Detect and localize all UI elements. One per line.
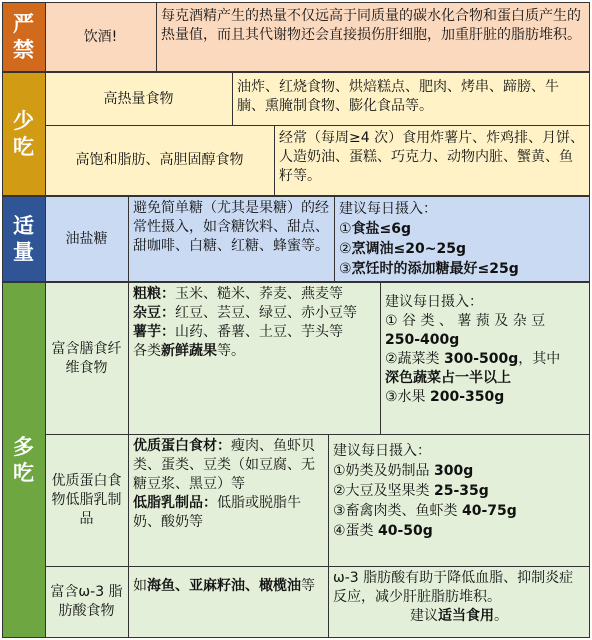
advice-sugar: ③烹饪时的添加糖最好≤25g xyxy=(339,261,519,277)
advice-salt: ①食盐≤6g xyxy=(339,221,412,237)
moderate-description: 避免简单糖（尤其是果糖）的经常性摄入，如含糖饮料、甜点、甜咖啡、白糖、红糖、蜂蜜等。 xyxy=(129,197,335,281)
more-omega3-foods: 如海鱼、亚麻籽油、橄榄油等 xyxy=(129,567,329,637)
more-fiber-advice: 建议每日摄入： ① 谷 类 、 薯 蓣 及 杂 豆 250-400g ②蔬菜类 300-500g，其中 深色蔬菜占一半以上 ③水果 200-350g xyxy=(381,283,589,435)
section-header-moderate: 适量 xyxy=(3,197,46,281)
section-header-less: 少吃 xyxy=(3,73,46,195)
more-protein-foods: 优质蛋白食材：瘦肉、鱼虾贝类、蛋类、豆类（如豆腐、无糖豆浆、黑豆）等 低脂乳制品：低脂或脱脂牛奶、酸奶等 xyxy=(129,435,329,567)
less-item-high-calorie: 高热量食物 xyxy=(45,73,233,126)
section-header-forbid: 严禁 xyxy=(3,3,46,71)
section-forbid xyxy=(2,2,590,72)
section-moderate xyxy=(2,196,590,282)
forbid-item: 饮酒! xyxy=(45,3,157,71)
section-more xyxy=(2,282,590,638)
more-omega3-advice: ω-3 脂肪酸有助于降低血脂、抑制炎症反应，减少肝脏脂肪堆积。 建议适当食用。 xyxy=(333,570,574,624)
section-header-more: 多吃 xyxy=(3,283,46,637)
less-desc-saturated-fat: 经常（每周≥4 次）食用炸薯片、炸鸡排、月饼、人造奶油、蛋糕、巧克力、动物内脏、蟹黄、鱼籽等。 xyxy=(279,130,585,184)
less-item-saturated-fat: 高饱和脂肪、高胆固醇食物 xyxy=(45,126,275,195)
advice-oil: ②烹调油≤20~25g xyxy=(339,241,467,257)
more-protein-advice: 建议每日摄入： ①奶类及奶制品 300g ②大豆及坚果类 25-35g ③畜禽肉类、鱼虾类 40-75g ④蛋类 40-50g xyxy=(329,435,589,567)
section-less xyxy=(2,72,590,196)
moderate-advice: 建议每日摄入： ①食盐≤6g ②烹调油≤20~25g ③烹饪时的添加糖最好≤25g xyxy=(335,197,589,281)
more-item-protein: 优质蛋白食物低脂乳制品 xyxy=(45,435,129,567)
more-item-omega3: 富含ω-3 脂肪酸食物 xyxy=(45,567,129,637)
more-fiber-foods: 粗粮：玉米、糙米、荞麦、燕麦等 杂豆：红豆、芸豆、绿豆、赤小豆等 薯芋：山药、番薯、土豆、芋头等 各类新鲜蔬果等。 xyxy=(129,283,381,435)
forbid-description: 每克酒精产生的热量不仅远高于同质量的碳水化合物和蛋白质产生的热量值，而且其代谢物还会直接损伤肝细胞，加重肝脏的脂肪堆积。 xyxy=(161,8,581,43)
more-item-fiber: 富含膳食纤维食物 xyxy=(45,283,129,435)
less-desc-high-calorie: 油炸、红烧食物、烘焙糕点、肥肉、烤串、蹄膀、牛腩、熏腌制食物、膨化食品等。 xyxy=(233,73,589,126)
moderate-item: 油盐糖 xyxy=(45,197,129,281)
